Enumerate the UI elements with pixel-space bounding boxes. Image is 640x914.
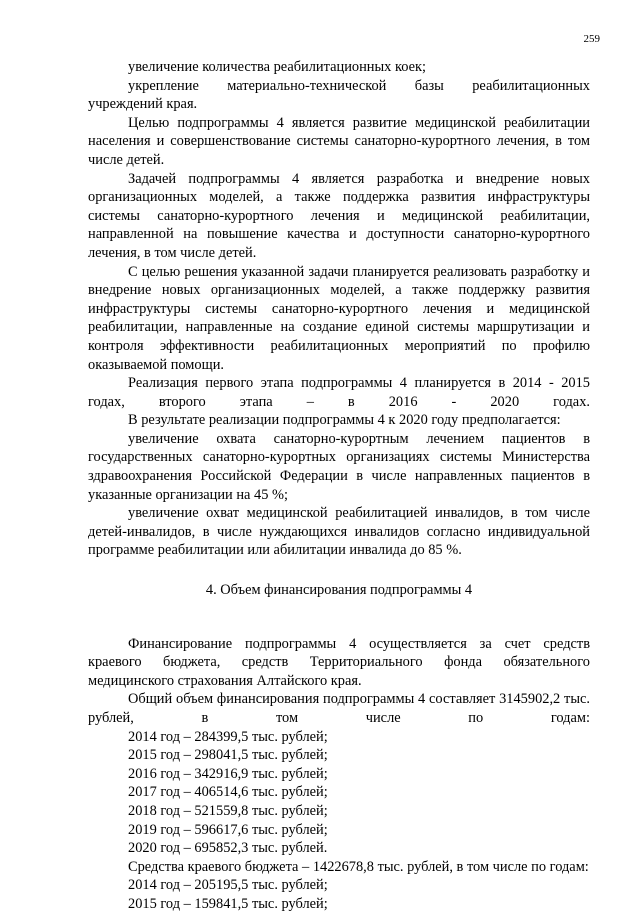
financing-regional: Средства краевого бюджета – 1422678,8 тыс. рублей, в том числе по годам:: [128, 858, 589, 875]
paragraph: укрепление материально-технической базы реабилитационных учреждений края.: [88, 77, 590, 113]
section-heading: 4. Объем финансирования подпрограммы 4: [205, 582, 473, 599]
paragraph: Целью подпрограммы 4 является развитие медицинской реабилитации населения и совершенствование системы санаторно-курортного лечения, в том числе детей.: [88, 114, 590, 168]
list-item: 2017 год – 406514,6 тыс. рублей;: [128, 784, 328, 801]
paragraph: увеличение количества реабилитационных коек;: [128, 59, 426, 75]
list-item: 2014 год – 284399,5 тыс. рублей;: [128, 728, 328, 745]
page-content: [88, 58, 590, 914]
financing-intro: Финансирование подпрограммы 4 осуществляется за счет средств краевого бюджета, средств Территориального фонда обязательного медицинского страхования Алтайского края.: [88, 635, 590, 689]
paragraph: увеличение охвата санаторно-курортным лечением пациентов в государственных санаторно-курортных организациях системы Министерства здравоохранения Российской Федерации в числе направленных пациентов в указанные организации на 45 %;: [88, 430, 590, 503]
financing-total: Общий объем финансирования подпрограммы 4 составляет 3145902,2 тыс. рублей, в том числе по годам:: [88, 691, 590, 726]
paragraph: Задачей подпрограммы 4 является разработка и внедрение новых организационных моделей, а также поддержка развития инфраструктуры системы санаторно-курортного лечения и медицинской реабилитации, направленной на повышение качества и доступности санаторно-курортного лечения, в том числе детей.: [88, 170, 590, 261]
paragraph: С целью решения указанной задачи планируется реализовать разработку и внедрение новых организационных моделей, а также поддержку развития инфраструктуры системы санаторно-курортного лечения и медицинской реабилитации, направленные на создание единой системы маршрутизации и контроля эффективности реабилитационных мероприятий по профилю оказываемой помощи.: [88, 263, 590, 373]
regional-by-year-list: [88, 876, 590, 913]
list-item: 2019 год – 596617,6 тыс. рублей;: [128, 821, 328, 838]
paragraph: В результате реализации подпрограммы 4 к 2020 году предполагается:: [128, 412, 561, 429]
list-item: 2020 год – 695852,3 тыс. рублей.: [128, 840, 328, 857]
list-item: 2016 год – 342916,9 тыс. рублей;: [128, 765, 328, 782]
page-number: 259: [583, 33, 600, 45]
list-item: 2015 год – 159841,5 тыс. рублей;: [128, 895, 328, 912]
list-item: 2014 год – 205195,5 тыс. рублей;: [128, 877, 328, 894]
total-by-year-list: [88, 728, 590, 858]
list-item: 2018 год – 521559,8 тыс. рублей;: [128, 802, 328, 819]
paragraph: Реализация первого этапа подпрограммы 4 планируется в 2014 - 2015 годах, второго этапа – в 2016 - 2020 годах.: [88, 375, 590, 410]
list-item: 2015 год – 298041,5 тыс. рублей;: [128, 747, 328, 764]
paragraph: увеличение охват медицинской реабилитацией инвалидов, в том числе детей-инвалидов, в числе нуждающихся инвалидов согласно индивидуальной программе реабилитации или абилитации инвалида до 85 %.: [88, 505, 590, 559]
